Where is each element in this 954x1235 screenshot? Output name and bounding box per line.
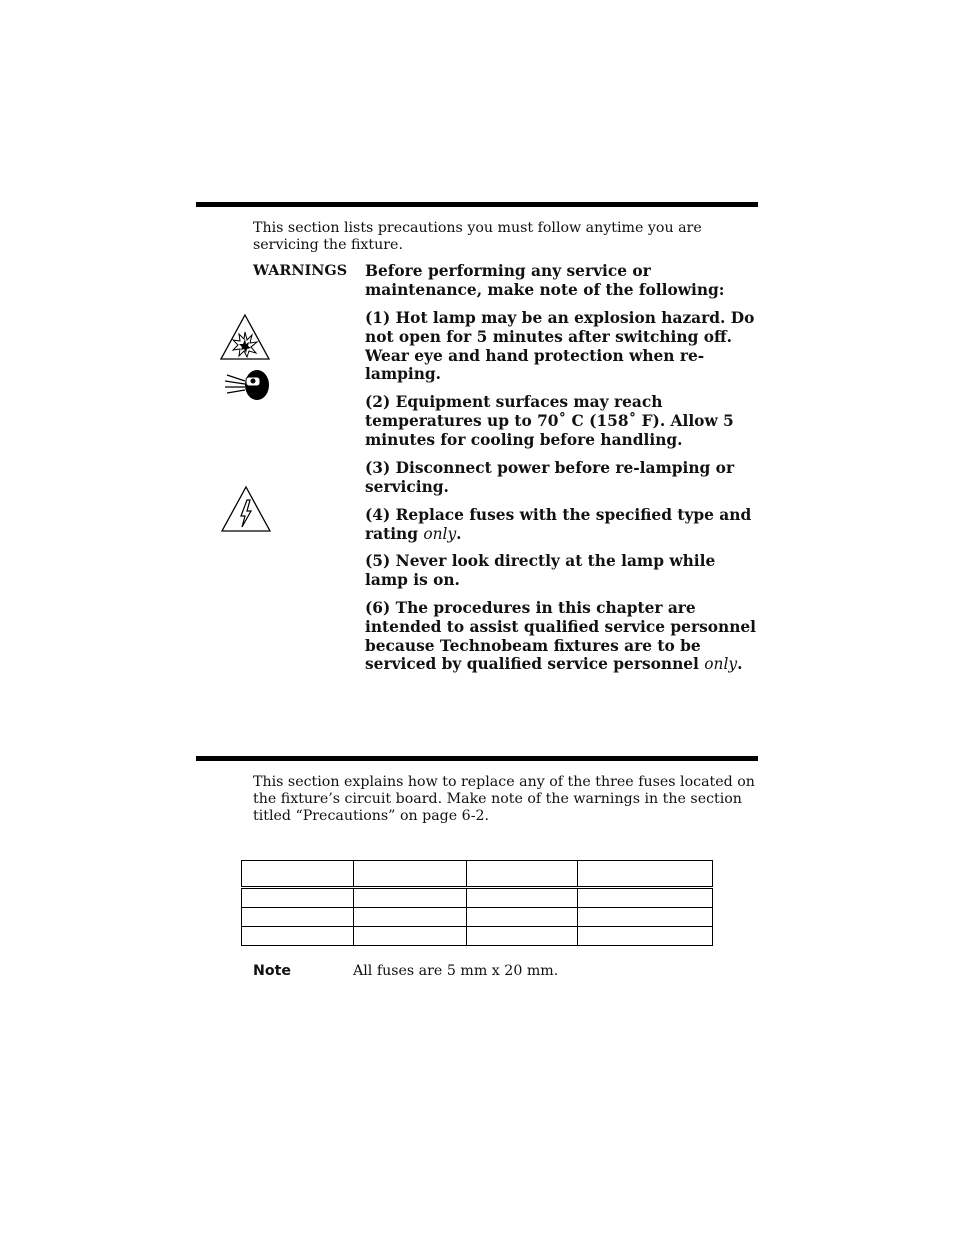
warning-item-6-end: . — [737, 655, 743, 674]
fuses-intro: This section explains how to replace any of the three fuses located on the fixture’s circuit board. Make note of the warnings in the section titled “Precautions” on page 6-2. — [253, 774, 755, 824]
table-cell — [578, 908, 713, 927]
warning-item-3: (3) Disconnect power before re-lamping or servicing. — [365, 459, 735, 496]
warning-item-6-emphasis: only — [704, 655, 738, 674]
electrical-hazard-icon — [220, 485, 272, 533]
note-text: All fuses are 5 mm x 20 mm. — [353, 963, 559, 979]
warning-item-5: (5) Never look directly at the lamp while lamp is on. — [365, 552, 716, 589]
table-cell — [353, 888, 466, 908]
warning-item-4-emphasis: only — [423, 524, 457, 543]
warning-item-6-text: (6) The procedures in this chapter are intended to assist qualified service personnel because Technobeam fixtures are to be serviced by qualified service personnel — [365, 599, 757, 674]
table-cell — [242, 927, 354, 946]
section-divider-precautions — [196, 202, 758, 207]
warning-item-4-end: . — [456, 524, 462, 543]
table-cell — [466, 861, 578, 888]
table-cell — [466, 908, 578, 927]
explosion-hazard-icon — [219, 313, 271, 361]
table-cell — [466, 888, 578, 908]
warnings-lead: Before performing any service or maintenance, make note of the following: — [365, 262, 725, 299]
warning-item-6 — [365, 599, 757, 674]
section-divider-fuses — [196, 756, 758, 761]
table-row — [242, 927, 713, 946]
table-cell — [242, 908, 354, 927]
table-cell — [578, 927, 713, 946]
table-cell — [466, 927, 578, 946]
table-cell — [353, 861, 466, 888]
fuse-table — [241, 860, 713, 946]
warning-item-4 — [365, 506, 757, 544]
table-header-row — [242, 861, 713, 888]
table-row — [242, 908, 713, 927]
table-cell — [242, 888, 354, 908]
warning-item-4-text: (4) Replace fuses with the specified type and rating — [365, 506, 752, 543]
warnings-label: WARNINGS — [253, 262, 348, 279]
table-cell — [578, 861, 713, 888]
precautions-intro: This section lists precautions you must follow anytime you are servicing the fixture. — [253, 220, 702, 253]
warning-item-2: (2) Equipment surfaces may reach temperatures up to 70˚ C (158˚ F). Allow 5 minutes for cooling before handling. — [365, 393, 734, 449]
table-row — [242, 888, 713, 908]
table-cell — [242, 861, 354, 888]
eye-protection-icon — [223, 367, 271, 403]
table-cell — [353, 927, 466, 946]
note-label: Note — [253, 963, 292, 979]
table-cell — [578, 888, 713, 908]
warning-item-1: (1) Hot lamp may be an explosion hazard. Do not open for 5 minutes after switching off. Wear eye and hand protection when re-lamping. — [365, 309, 755, 384]
table-cell — [353, 908, 466, 927]
